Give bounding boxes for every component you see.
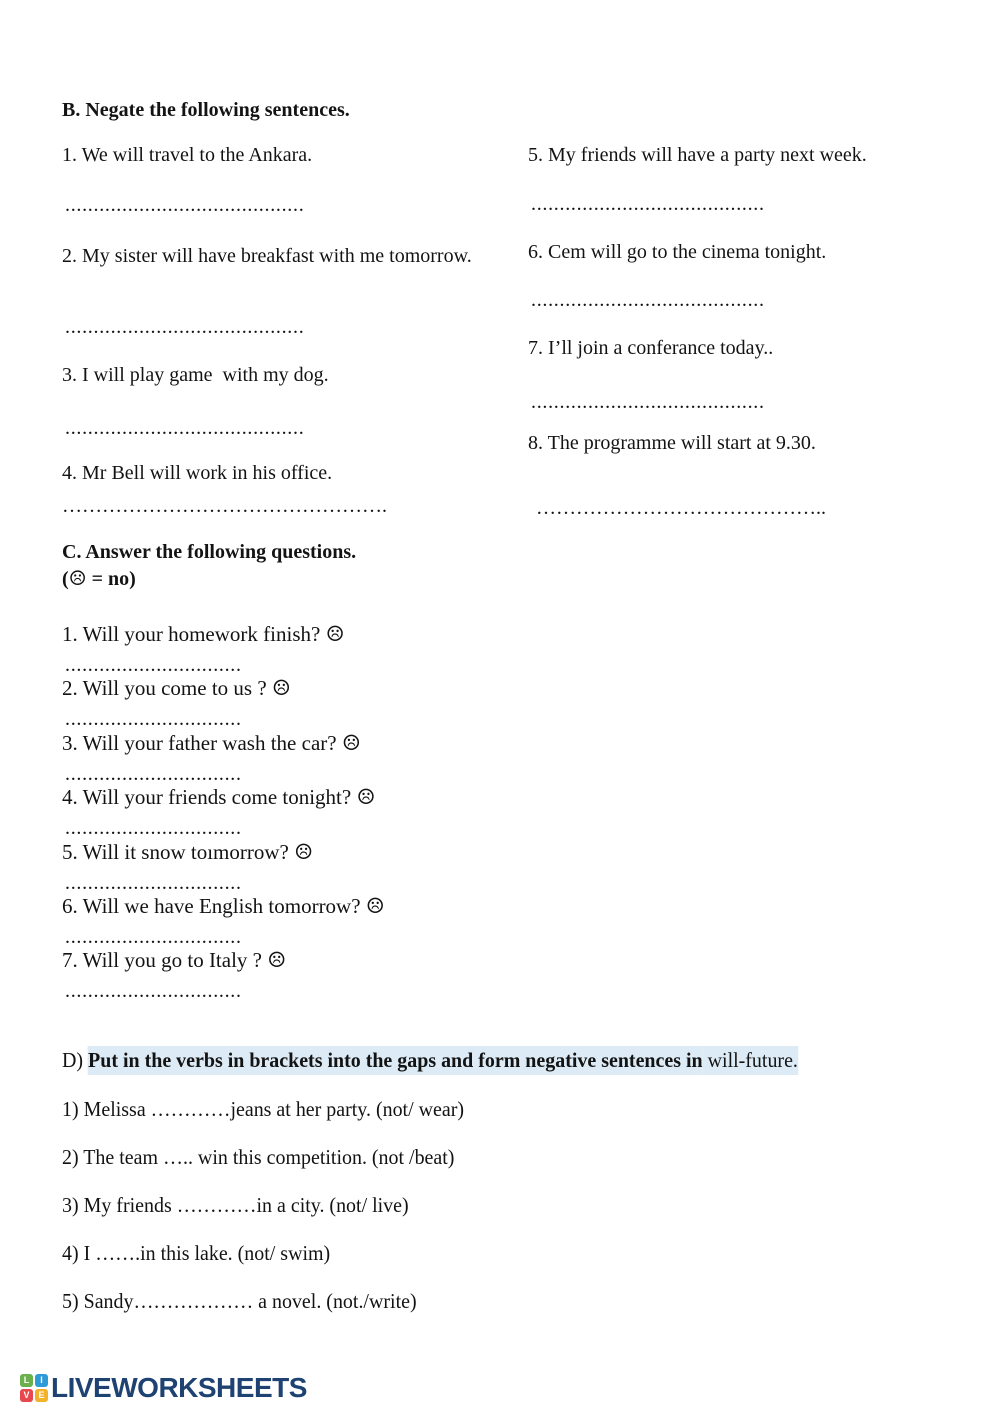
exercise-c-question-3: 3. Will your father wash the car? ☹ — [62, 731, 361, 755]
answer-blank-b7[interactable]: ......................................... — [531, 391, 765, 413]
section-d-heading-prefix: D) — [62, 1048, 89, 1072]
section-d-heading — [62, 1048, 798, 1073]
exercise-b-item-1: 1. We will travel to the Ankara. — [62, 144, 313, 166]
exercise-c-question-4: 4. Will your friends come tonight? ☹ — [62, 785, 376, 809]
logo-square-l: L — [20, 1374, 33, 1387]
liveworksheets-logo-text: LIVEWORKSHEETS — [51, 1372, 307, 1403]
section-d-heading-main: Put in the verbs in brackets into the gaps and form negative sentences in — [88, 1046, 703, 1075]
section-c-heading-legend: (☹ = no) — [62, 568, 136, 590]
exercise-c-question-6: 6. Will we have English tomorrow? ☹ — [62, 894, 385, 918]
exercise-b-item-2: 2. My sister will have breakfast with me tomorrow. — [62, 245, 472, 267]
answer-blank-b1[interactable]: .......................................... — [65, 194, 305, 216]
answer-blank-b3[interactable]: .......................................... — [65, 417, 305, 439]
exercise-c-question-1: 1. Will your homework finish? ☹ — [62, 622, 345, 646]
exercise-b-item-5: 5. My friends will have a party next week. — [528, 144, 867, 166]
logo-square-e: E — [35, 1389, 48, 1402]
exercise-d-item-2: 2) The team ….. win this competition. (not /beat) — [62, 1145, 455, 1169]
liveworksheets-logo-icon — [20, 1374, 48, 1402]
exercise-c-question-5: 5. Will it snow toımorrow? ☹ — [62, 840, 313, 864]
section-c-heading: C. Answer the following questions. — [62, 541, 357, 563]
answer-blank-c7[interactable]: ............................... — [65, 980, 242, 1002]
section-b-heading: B. Negate the following sentences. — [62, 99, 350, 121]
exercise-b-item-6: 6. Cem will go to the cinema tonight. — [528, 241, 827, 263]
section-d-heading-tail: will-future. — [703, 1046, 798, 1075]
exercise-b-item-7: 7. I’ll join a conferance today.. — [528, 337, 774, 359]
exercise-c-question-7: 7. Will you go to Italy ? ☹ — [62, 948, 287, 972]
answer-blank-b6[interactable]: ......................................... — [531, 289, 765, 311]
exercise-b-item-4: 4. Mr Bell will work in his office. — [62, 462, 333, 484]
answer-blank-b5[interactable]: ......................................... — [531, 193, 765, 215]
logo-square-i: I — [35, 1374, 48, 1387]
answer-blank-c6[interactable]: ............................... — [65, 926, 242, 948]
exercise-d-item-5: 5) Sandy……………… a novel. (not./write) — [62, 1289, 417, 1313]
exercise-d-item-1: 1) Melissa …………jeans at her party. (not/ wear) — [62, 1097, 465, 1121]
answer-blank-c1[interactable]: ............................... — [65, 654, 242, 676]
logo-square-v: V — [20, 1389, 33, 1402]
answer-blank-c2[interactable]: ............................... — [65, 708, 242, 730]
answer-blank-c3[interactable]: ............................... — [65, 763, 242, 785]
liveworksheets-logo[interactable] — [20, 1372, 307, 1404]
exercise-b-item-3: 3. I will play game with my dog. — [62, 364, 329, 386]
exercise-b-item-8: 8. The programme will start at 9.30. — [528, 432, 816, 454]
exercise-d-item-4: 4) I …….in this lake. (not/ swim) — [62, 1241, 331, 1265]
answer-blank-b4[interactable]: …………………………………………. — [62, 495, 387, 517]
exercise-c-question-2: 2. Will you come to us ? ☹ — [62, 676, 291, 700]
answer-blank-c4[interactable]: ............................... — [65, 817, 242, 839]
exercise-d-item-3: 3) My friends …………in a city. (not/ live) — [62, 1193, 409, 1217]
answer-blank-c5[interactable]: ............................... — [65, 872, 242, 894]
answer-blank-b2[interactable]: .......................................... — [65, 316, 305, 338]
answer-blank-b8[interactable]: ……………………………………..​ — [536, 497, 826, 519]
